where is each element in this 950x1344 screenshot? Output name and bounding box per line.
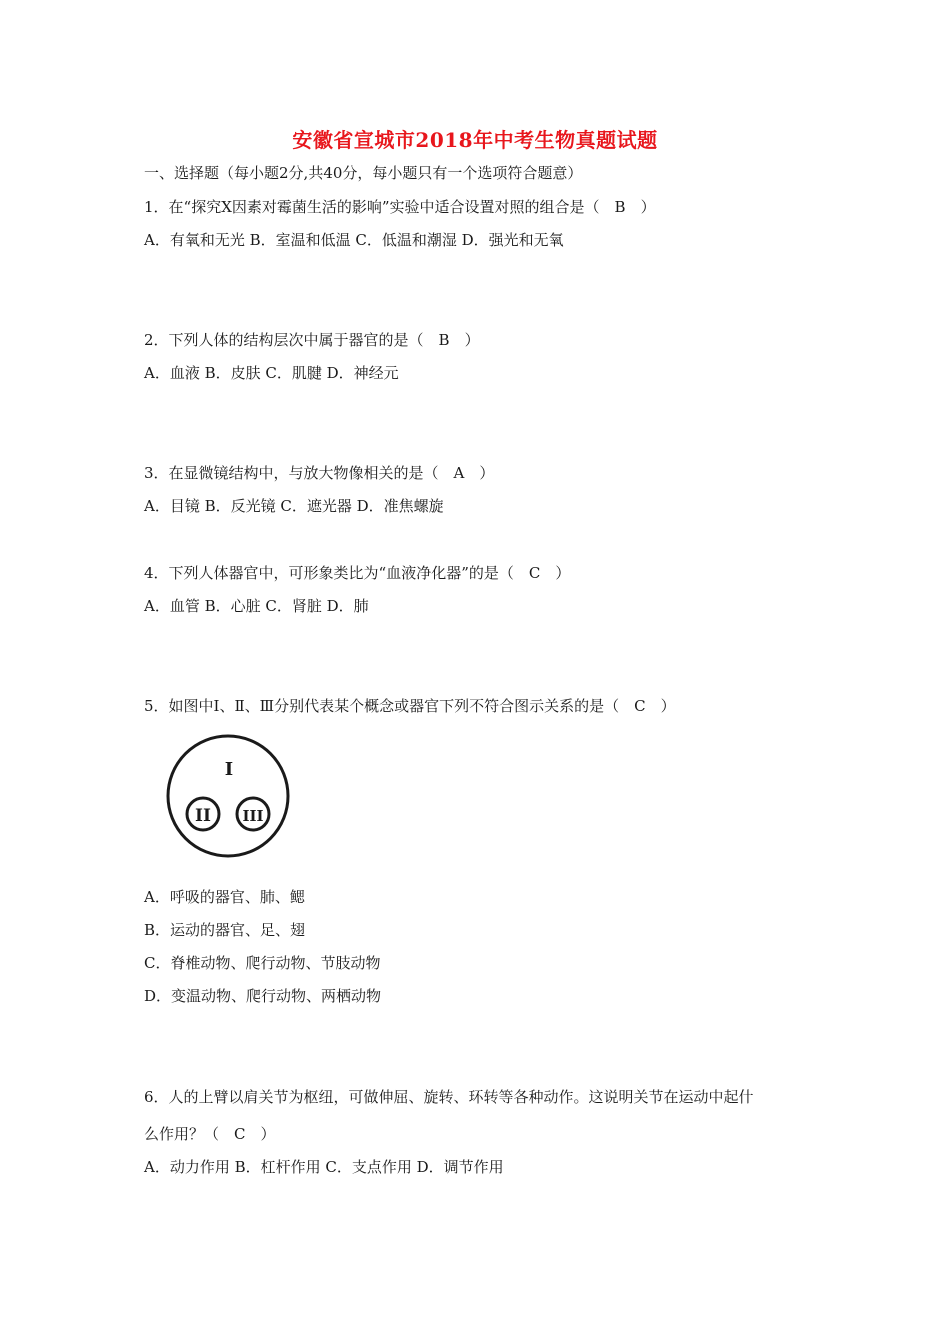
- page-title: 安徽省宣城市2018年中考生物真题试题: [292, 128, 658, 152]
- question-6-stem-line2: 么作用？（ C ）: [144, 1125, 276, 1143]
- question-3-stem: 3．在显微镜结构中，与放大物像相关的是（ A ）: [144, 464, 495, 482]
- question-1-stem: 1．在“探究X因素对霉菌生活的影响”实验中适合设置对照的组合是（ B ）: [144, 198, 656, 216]
- question-2-options: A．血液 B．皮肤 C．肌腱 D．神经元: [144, 364, 399, 382]
- question-5-stem: 5．如图中Ⅰ、Ⅱ、Ⅲ分别代表某个概念或器官下列不符合图示关系的是（ C ）: [144, 697, 676, 715]
- question-4-options: A．血管 B．心脏 C．肾脏 D．肺: [144, 597, 369, 615]
- question-5-option-b: B．运动的器官、足、翅: [144, 921, 306, 939]
- question-4-stem: 4．下列人体器官中，可形象类比为“血液净化器”的是（ C ）: [144, 564, 571, 582]
- question-5-option-d: D．变温动物、爬行动物、两栖动物: [144, 987, 382, 1005]
- right-inner-label: III: [242, 807, 264, 825]
- left-inner-label: II: [195, 806, 211, 826]
- question-6-options: A．动力作用 B．杠杆作用 C．支点作用 D．调节作用: [144, 1158, 504, 1176]
- question-3-options: A．目镜 B．反光镜 C．遮光器 D．准焦螺旋: [144, 497, 444, 515]
- question-5-option-a: A．呼吸的器官、肺、鳃: [144, 888, 305, 906]
- outer-circle: [168, 736, 288, 856]
- question-6-stem-line1: 6．人的上臂以肩关节为枢纽，可做伸屈、旋转、环转等各种动作。这说明关节在运动中起什: [144, 1088, 754, 1106]
- question-2-stem: 2．下列人体的结构层次中属于器官的是（ B ）: [144, 331, 480, 349]
- question-5-option-c: C．脊椎动物、爬行动物、节肢动物: [144, 954, 381, 972]
- question-1-options: A．有氧和无光 B．室温和低温 C．低温和潮湿 D．强光和无氧: [144, 231, 564, 249]
- section-heading: 一、选择题（每小题2分,共40分，每小题只有一个选项符合题意）: [144, 164, 583, 182]
- concept-diagram: [162, 733, 294, 859]
- outer-label: I: [224, 759, 234, 780]
